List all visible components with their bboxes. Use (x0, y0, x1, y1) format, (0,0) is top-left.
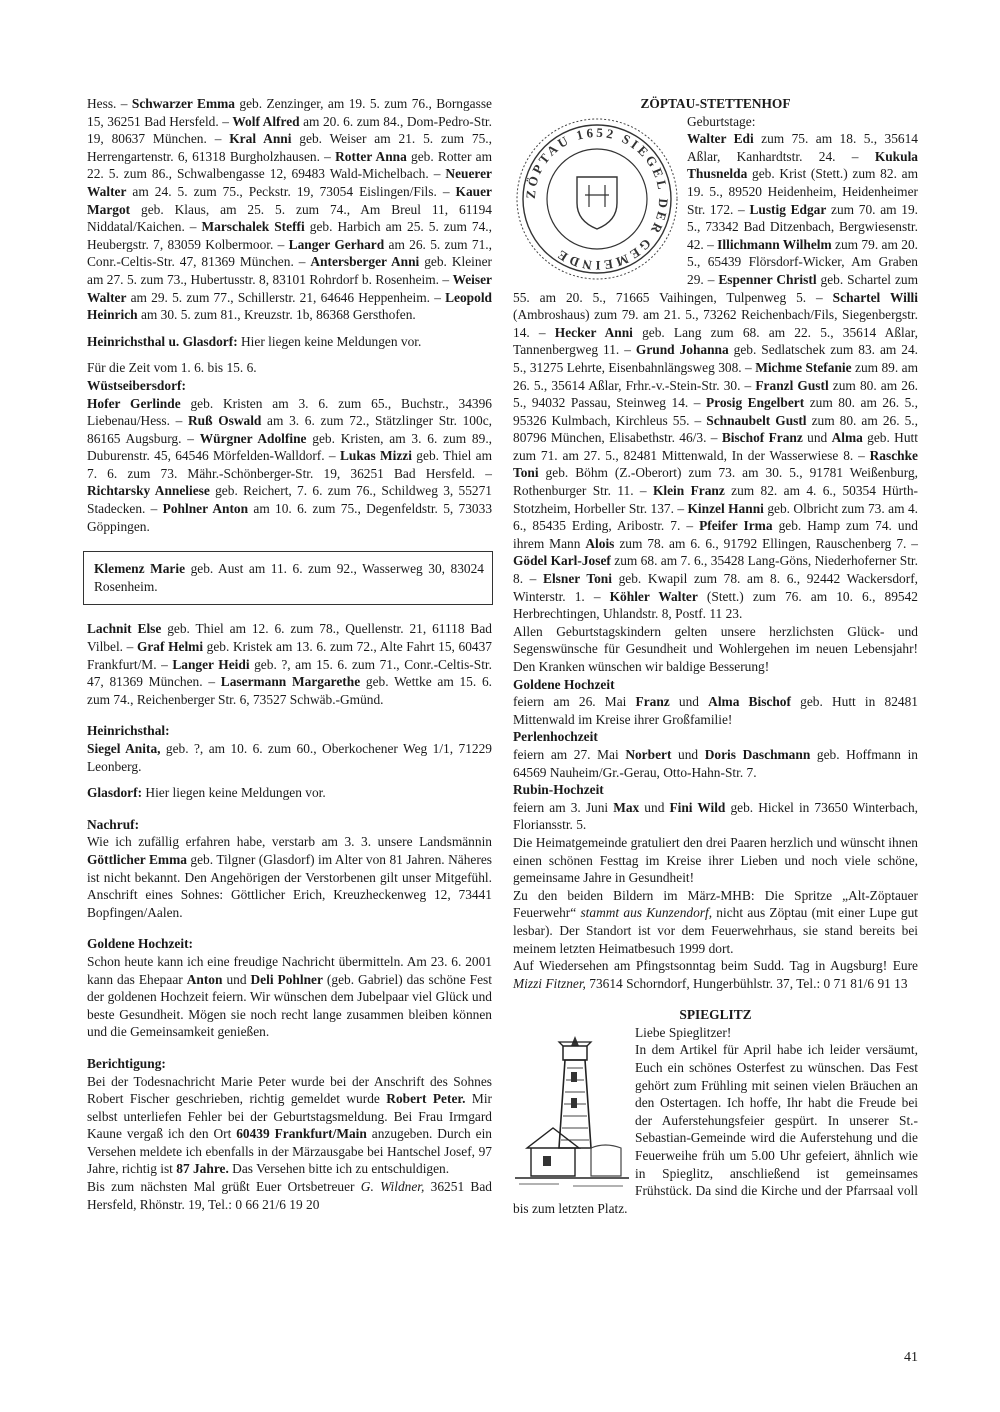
berichtigung-heading: Berichtigung: (87, 1055, 166, 1071)
spieglitz-text: In dem Artikel für April habe ich leider versäumt, Euch ein schönes Osterfest zu wünschen. Das Fest gehört zum Frühling mit seinen vielen Bräuchen an den Ostertagen. Ich hoffe, Ihr habt die Freude bei der Auferstehungsfeier gespürt. In unserer St.-Sebastian-Gemeinde wird die Auferstehung und die Feuerweihe früh um 5.00 Uhr gefeiert, ähnlich wie in Spieglitz, anschließend ist gemeinsames Frühstück. Da sind die Kirche und der Pfarrsaal voll bis zum letzten Platz. (513, 1042, 918, 1216)
zoeptau-intro: Geburtstage: (687, 113, 756, 129)
nachruf-text: Wie ich zufällig erfahren habe, verstarb am 3. 3. unsere Landsmännin Göttlicher Emma geb. Tilgner (Glasdorf) im Alter von 81 Jahren. Näheres ist nicht bekannt. Den Angehörigen der Verstorbenen gilt unser Mitgefühl. Anschrift eines Sohnes: Göttlicher Erich, Kreuzheckenweg 12, 73441 Bopfingen/Aalen. (87, 834, 492, 920)
pearl-wedding-heading: Perlenhochzeit (513, 729, 598, 745)
ruby-wedding-text: feiern am 3. Juni Max und Fini Wild geb. Hickel in 73650 Winterbach, Floriansstr. 5. (513, 799, 919, 833)
wuestseibersdorf-list: Hofer Gerlinde geb. Kristen am 3. 6. zum 65., Buchstr., 34396 Liebenau/Hess. – Ruß Oswald am 3. 6. zum 72., Stätzlinger Str. 100c, 86165 Augsburg. – Würgner Adolfine geb. Kristen, am 3. 6. zum 89., Duburenstr. 45, 64546 Mörfelden-Walldorf. – Lukas Mizzi geb. Thiel am 7. 6. zum 73. Mähr.-Schönberger-Str. 19, 36251 Bad Hersfeld. – Richtarsky Anneliese geb. Reichert, 7. 6. zum 76., Schildweg 3, 55271 Stadecken. – Pohlner Anton am 10. 6. zum 75., Degenfeldstr. 5, 73033 Göppingen. (87, 395, 493, 534)
ruby-wedding-heading: Rubin-Hochzeit (513, 782, 604, 798)
goldene-hochzeit-text: Schon heute kann ich eine freudige Nachricht übermitteln. Am 23. 6. 2001 kann das Ehepaar Anton und Deli Pohlner (geb. Gabriel) das schöne Fest der goldenen Hochzeit feiern. Wir wünschen dem Jubelpaar viel Glück und beste Gesundheit. Mögen sie noch recht lange zusammen bleiben können und die Gemeinsamkeit genießen. (87, 953, 492, 1040)
birthday-list-continued: Hess. – Schwarzer Emma geb. Zenzinger, am 19. 5. zum 76., Borngasse 15, 36251 Bad Hersfeld. – Wolf Alfred am 20. 6. zum 84., Dom-Pedro-Str. 19, 80637 München. – Kral Anni geb. Weiser am 21. 5. zum 75., Herrengartenstr. 6, 61318 Burgholzhausen. – Rotter Anna geb. Rotter am 22. 5. zum 86., Schwalbengasse 12, 69483 Wald-Michelbach. – Neuerer Walter am 24. 5. zum 75., Peckstr. 19, 73054 Eislingen/Fils. – Kauer Margot geb. Klaus, am 25. 5. zum 74., Am Breul 11, 61194 Niddatal/Kaichen. – Marschalek Steffi geb. Harbich am 25. 5. zum 74., Heubergstr. 7, 83059 Kolbermoor. – Langer Gerhard am 26. 5. zum 71., Conr.-Celtis-Str. 47, 81369 München. – Antersberger Anni geb. Kleiner am 27. 5. zum 73., Hubertusstr. 8, 83101 Rohrdorf b. Rosenheim. – Weiser Walter am 29. 5. zum 77., Schillerstr. 21, 64646 Heppenheim. – Leopold Heinrich am 30. 5. zum 81., Kreuzstr. 1b, 86368 Gersthofen. (87, 96, 493, 323)
farewell-text: Auf Wiedersehen am Pfingstsonntag beim Sudd. Tag in Augsburg! Eure Mizzi Fitzner, 73614 Schorndorf, Hungerbühlstr. 37, Tel.: 0 71 81/6 91 13 (513, 958, 918, 991)
wishes-text: Allen Geburtstagskindern gelten unsere herzlichsten Glück- und Segenswünsche für Gesundheit und Wohlergehen im neuen Lebensjahr! Den Kranken wünschen wir baldige Besserung! (513, 623, 918, 674)
tower-drawing-icon (513, 1028, 631, 1193)
heinrichsthal-glasdorf-note: Heinrichsthal u. Glasdorf: Hier liegen keine Meldungen vor. (87, 333, 422, 349)
zoeptau-birthday-list: Walter Edi zum 75. am 18. 5., 35614 Aßlar, Kanhardtstr. 24. – Kukula Thusnelda geb. Krist (Stett.) zum 82. am 19. 5., 89520 Heidenheim, Heidenheimer Str. 172. – Lustig Edgar zum 70. am 19. 5., 73342 Bad Ditzenbach, Bergwiesenstr. 42. – Illichmann Wilhelm zum 79. am 20. 5., 65439 Flörsdorf-Wicker, Am Graben 29. – Espenner Christl geb. Schartel zum 55. am 20. 5., 71665 Vaihingen, Tulpenweg 5. – Schartel Willi (Ambroshaus) zum 79. am 21. 5., 73262 Reichenbach/Fils, Siegenbergstr. 14. – Hecker Anni geb. Lang zum 68. am 22. 5., 35614 Aßlar, Tannenbergweg 11. – Grund Johanna geb. Sedlatschek zum 83. am 24. 5., 31275 Lehrte, Eisenbahnlängsweg 308. – Michme Stefanie zum 89. am 26. 5., 35614 Aßlar, Frhr.-v.-Stein-Str. 30. – Franzl Gustl zum 80. am 26. 5., 94032 Passau, Steinweg 14. – Prosig Engelbert zum 80. am 26. 5., 95326 Kulmbach, Kirchleus 55. – Schnaubelt Gustl zum 80. am 26. 5., 80796 München, Elisabethstr. 46/3. – Bischof Franz und Alma geb. Hutt zum 71. am 27. 5., 82481 Mittenwald, In der Wasserwiese 8. – Raschke Toni geb. Böhm (Z.-Oberort) zum 73. am 30. 5., 91781 Weißenburg, Rothenburger Str. 11. – Klein Franz zum 82. am 4. 6., 50354 Hürth-Stotzheim, Horbeller Str. 137. – Kinzel Hanni geb. Olbricht zum 73. am 4. 6., 85435 Erding, Aribostr. 7. – Pfeifer Irma geb. Hamp zum 74. und ihrem Mann Alois zum 78. am 6. 6., 91792 Ellingen, Rauschenberg 7. – Gödel Karl-Josef zum 68. am 7. 6., 35428 Lang-Göns, Niederhoferner Str. 8. – Elsner Toni geb. Kwapil zum 78. am 8. 6., 92442 Wackersdorf, Winterstr. 1. – Köhler Walter (Stett.) zum 76. am 10. 6., 89542 Herbrechtingen, Uhlandstr. 8, Postf. 11 23. (513, 131, 919, 622)
goldene-hochzeit-heading: Goldene Hochzeit: (87, 936, 193, 952)
spieglitz-greeting: Liebe Spieglitzer! (635, 1024, 732, 1040)
page-number: 41 (904, 1350, 918, 1365)
highlight-box (83, 551, 493, 605)
wuestseibersdorf-heading: Wüstseibersdorf: (87, 377, 186, 393)
highlight-entry: Klemenz Marie geb. Aust am 11. 6. zum 92., Wasserweg 30, 83024 Rosenheim. (94, 561, 484, 594)
municipal-seal-icon (513, 115, 681, 283)
heinrichsthal-heading: Heinrichsthal: (87, 723, 170, 739)
picture-note: Zu den beiden Bildern im März-MHB: Die Spritze „Alt-Zöptauer Feuerwehr“ stammt aus Kunzendorf, nicht aus Zöptau (mit einer Lupe gut lesbar). Der Standort ist vor dem Feuerwehrhaus, sie stand bereits bei meinem letzten Heimatbesuch 1999 dort. (513, 887, 918, 956)
gold-wedding-heading: Goldene Hochzeit (513, 676, 615, 692)
congrats-text: Die Heimatgemeinde gratuliert den drei Paaren herzlich und wünscht ihnen einen schönen Festtag im Kreise ihrer Lieben und noch viele schöne, gemeinsame Jahre in Gesundheit! (513, 834, 918, 886)
berichtigung-signoff: Bis zum nächsten Mal grüßt Euer Ortsbetreuer G. Wildner, 36251 Bad Hersfeld, Rhönstr. 19, Tel.: 0 66 21/6 19 20 (87, 1179, 492, 1212)
heinrichsthal-entry: Siegel Anita, geb. ?, am 10. 6. zum 60., Oberkochener Weg 1/1, 71229 Leonberg. (87, 741, 492, 774)
more-birthdays: Lachnit Else geb. Thiel am 12. 6. zum 78., Quellenstr. 21, 61118 Bad Vilbel. – Graf Helmi geb. Kristek am 13. 6. zum 72., Alte Fahrt 15, 60437 Frankfurt/M. – Langer Heidi geb. ?, am 15. 6. zum 71., Conr.-Celtis-Str. 47, 81369 München. – Lasermann Margarethe geb. Wettke am 15. 6. zum 74., Reichenberger Str. 6, 73527 Schwäb.-Gmünd. (87, 621, 492, 707)
nachruf-heading: Nachruf: (87, 816, 140, 832)
gold-wedding-text: feiern am 26. Mai Franz und Alma Bischof geb. Hutt in 82481 Mittenwald im Kreise ihrer Großfamilie! (513, 694, 918, 727)
zoeptau-title: ZÖPTAU-STETTENHOF (640, 96, 791, 111)
left-column (87, 95, 492, 1213)
period-line: Für die Zeit vom 1. 6. bis 15. 6. (87, 360, 257, 376)
spieglitz-title: SPIEGLITZ (679, 1007, 752, 1023)
pearl-wedding-text: feiern am 27. Mai Norbert und Doris Daschmann geb. Hoffmann in 64569 Nauheim/Gr.-Gerau, Otto-Hahn-Str. 7. (513, 746, 918, 780)
right-column (513, 95, 918, 1217)
berichtigung-text: Bei der Todesnachricht Marie Peter wurde bei der Anschrift des Sohnes Robert Fischer geschrieben, richtig gemeldet wurde Robert Peter. Mir selbst unterliefen Fehler bei der Geburtstagsmeldung. Bei Frau Irmgard Kaune vergaß ich den Ort 60439 Frankfurt/Main anzugeben. Durch ein Versehen meldete ich ebenfalls in der Märzausgabe bei Hantschel Josef, 97 Jahre, richtig ist 87 Jahre. Das Versehen bitte ich zu entschuldigen. (87, 1073, 492, 1177)
glasdorf-note: Glasdorf: Hier liegen keine Meldungen vor. (87, 785, 326, 801)
seal-text: ZÖPTAU 1652 SIEGEL DER GEMEINDE (522, 124, 672, 273)
